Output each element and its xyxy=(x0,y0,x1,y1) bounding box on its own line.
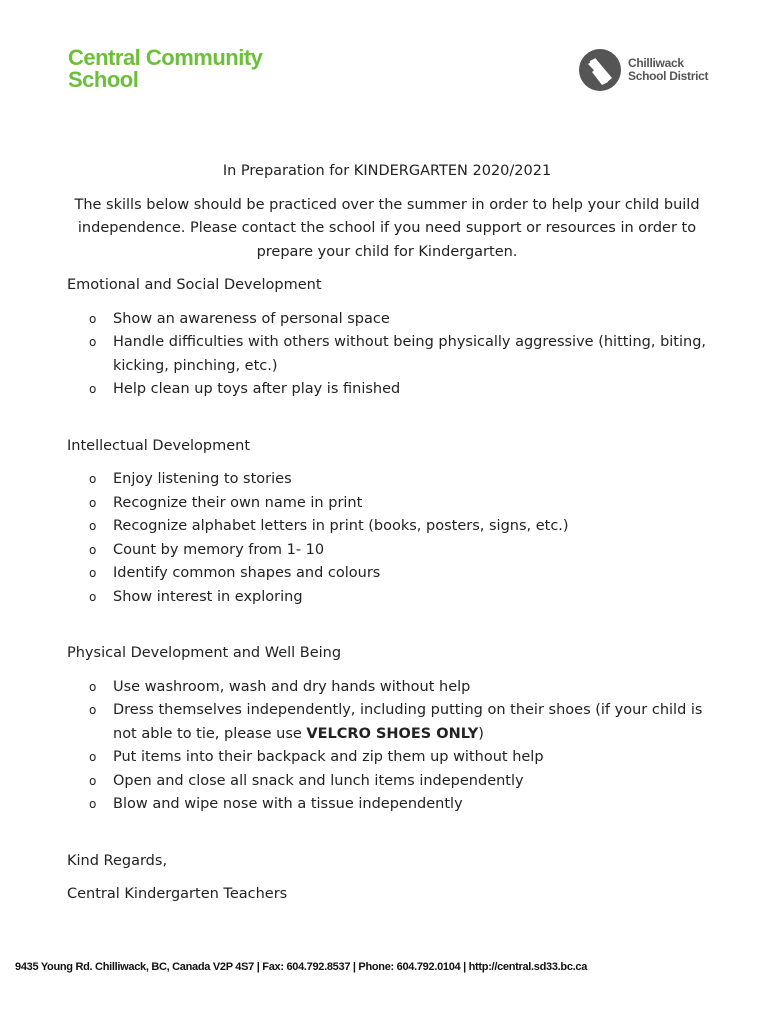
district-name xyxy=(628,57,708,83)
list-item xyxy=(89,378,707,402)
intro-paragraph: The skills below should be practiced over the summer in order to help your child build independence. Please contact the school if you need support or resources in order to prepare your child for Kindergarten. xyxy=(74,196,700,260)
list-item xyxy=(89,793,707,817)
district-emblem-icon xyxy=(578,48,622,92)
list-item xyxy=(89,468,707,492)
skills-list-emotional xyxy=(67,308,707,402)
list-item-text: Blow and wipe nose with a tissue independently xyxy=(113,796,463,812)
list-item-text: Help clean up toys after play is finished xyxy=(113,381,401,397)
bullet-icon: o xyxy=(89,773,97,788)
list-item xyxy=(89,770,707,794)
signature-text: Central Kindergarten Teachers xyxy=(67,886,288,902)
list-item xyxy=(89,331,707,378)
bullet-icon: o xyxy=(89,797,97,811)
list-item xyxy=(89,539,707,563)
list-item-text: Use washroom, wash and dry hands without help xyxy=(113,678,471,695)
letter-body xyxy=(67,160,707,917)
district-name-line1: Chilliwack xyxy=(628,56,684,70)
bullet-icon: o xyxy=(89,542,97,557)
list-item-text: Enjoy listening to stories xyxy=(113,471,292,487)
list-item xyxy=(89,676,707,700)
list-item-text: Identify common shapes and colours xyxy=(113,565,381,581)
school-logo-text xyxy=(68,47,262,91)
section-title-physical: Physical Development and Well Being xyxy=(67,645,342,661)
district-logo xyxy=(578,48,708,92)
school-name-line1: Central Community xyxy=(68,45,263,70)
section-title-emotional: Emotional and Social Development xyxy=(67,277,322,293)
bullet-icon: o xyxy=(89,679,97,694)
page-title: In Preparation for KINDERGARTEN 2020/2021 xyxy=(222,163,552,179)
district-name-line2: School District xyxy=(628,69,709,83)
list-item-text: Recognize their own name in print xyxy=(113,494,363,511)
list-item xyxy=(89,308,707,332)
bullet-icon: o xyxy=(89,519,97,533)
emphasis-close: ) xyxy=(478,725,484,742)
skills-list-intellectual xyxy=(67,468,707,609)
bullet-icon: o xyxy=(89,311,97,326)
closing-text: Kind Regards, xyxy=(67,852,168,869)
school-name-line2: School xyxy=(68,67,139,92)
list-item xyxy=(89,515,707,539)
list-item-text: Open and close all snack and lunch items independently xyxy=(113,772,524,789)
list-item xyxy=(89,562,707,586)
bullet-icon: o xyxy=(89,589,97,604)
list-item xyxy=(89,586,707,610)
bullet-icon: o xyxy=(89,382,97,396)
bullet-icon: o xyxy=(89,472,97,486)
bullet-icon: o xyxy=(89,335,97,349)
list-item-text: Handle difficulties with others without being physically aggressive (hitting, biting, kicking, pinching, etc.) xyxy=(113,334,707,374)
bullet-icon: o xyxy=(89,566,97,580)
bullet-icon: o xyxy=(89,495,97,510)
list-item-text: Put items into their backpack and zip them up without help xyxy=(113,749,544,765)
list-item xyxy=(89,746,707,770)
section-title-intellectual: Intellectual Development xyxy=(67,437,251,454)
bullet-icon: o xyxy=(89,750,97,764)
footer-contact: 9435 Young Rd. Chilliwack, BC, Canada V2P 4S7 | Fax: 604.792.8537 | Phone: 604.792.0104 | http://central.sd33.bc.ca xyxy=(15,961,588,973)
emphasis-text: VELCRO SHOES ONLY xyxy=(306,725,479,742)
bullet-icon: o xyxy=(89,703,97,717)
skills-list-physical xyxy=(67,676,707,817)
list-item-text: Recognize alphabet letters in print (books, posters, signs, etc.) xyxy=(113,518,569,534)
list-item-text: Show an awareness of personal space xyxy=(113,310,390,327)
list-item xyxy=(89,492,707,516)
list-item-text: Dress themselves independently, including putting on their shoes (if your child is not able to tie, please use xyxy=(113,702,703,742)
list-item-text: Show interest in exploring xyxy=(113,588,303,605)
list-item-text: Count by memory from 1- 10 xyxy=(113,541,325,558)
list-item xyxy=(89,699,707,746)
